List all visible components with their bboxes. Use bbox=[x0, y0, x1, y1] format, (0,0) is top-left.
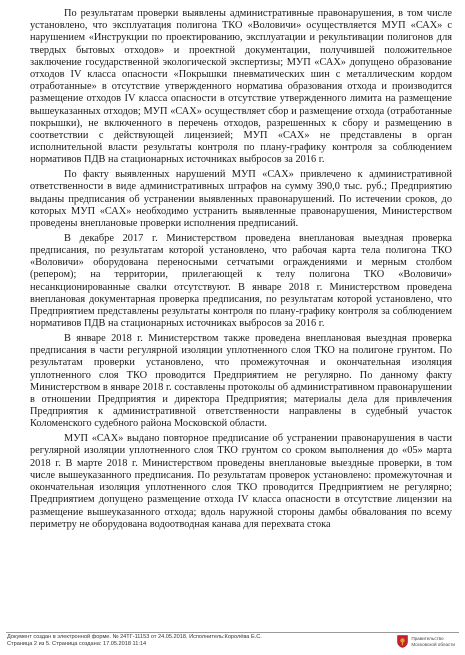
document-footer bbox=[7, 634, 262, 648]
government-logo bbox=[397, 635, 455, 648]
paragraph-repeat-order: МУП «САХ» выдано повторное предписание об устранении правонарушения в части регулярной изоляции уплотненного слоя ТКО грунтом со сроком выполнения до «05» марта 2018 г. В марте 2018 г. Министерством проведены внеплановые выездные проверки, в том числе вышеуказанного предписания. По результатам проверок установлено: промежуточная и окончательная изоляция уплотненного слоя ТКО проводится Предприятием не регулярно; Предприятием допущено размещение отхода IV класса опасности в отсутствие лицензии на размещение вышеуказанного отхода; вдоль наружной стороны дамбы обвалования по всему периметру не оборудована водоотводная канава для перехвата стока bbox=[30, 433, 452, 530]
footer-page-info: Страница 2 из 5. Страница создана: 17.05.2018 11:14 bbox=[7, 641, 147, 648]
logo-caption bbox=[411, 636, 455, 647]
footer-divider bbox=[6, 632, 459, 633]
logo-caption-line2: Московской области bbox=[411, 641, 455, 647]
document-body bbox=[30, 8, 452, 534]
paragraph-january-inspection: В январе 2018 г. Министерством также проведена внеплановая выездная проверка предписания в части регулярной изоляции уплотненного слоя ТКО на полигоне грунтом. По результатам проверки установлено, что промежуточная и окончательная изоляция уплотненного слоя ТКО проводится Предприятием не регулярно. По данному факту Министерством в январе 2018 г. составлены протоколы об административном правонарушении в отношении Предприятия и директора Предприятия; материалы дела для привлечения Предприятия к административной ответственности направлены в судебный участок Коломенского судебного района Московской области. bbox=[30, 333, 452, 430]
logo-caption-line1: Правительство bbox=[411, 636, 444, 642]
coat-of-arms-icon bbox=[397, 635, 408, 648]
paragraph-december-inspection: В декабре 2017 г. Министерством проведена внеплановая выездная проверка предписания, по результатам которой установлено, что рабочая карта тела полигона ТКО «Воловичи» оборудована переносными сетчатыми ограждениями и мерным столбом (репером); на территории, прилегающей к телу полигона ТКО «Воловичи» несанкционированные свалки отсутствуют. В январе 2018 г. Министерством проведена внеплановая документарная проверка предписания, по результатам которой установлено, что Предприятием представлены результаты контроля по плану-графику контроля за соблюдением нормативов ПДВ на стационарных источниках выбросов за 2016 г. bbox=[30, 232, 452, 330]
footer-document-info: Документ создан в электронной форме. № 24ТГ-11153 от 24.05.2018. Исполнитель:Королёва Е.С. bbox=[7, 634, 262, 640]
paragraph-violations: По результатам проверки выявлены административные правонарушения, в том числе установлено, что эксплуатация полигона ТКО «Воловичи» осуществляется МУП «САХ» с нарушением «Инструкции по проектированию, эксплуатации и рекультивации полигонов для твердых бытовых отходов» и проектной документации, получившей положительное заключение государственной экологической экспертизы; МУП «САХ» допущено образование отходов IV класса опасности «Покрышки пневматических шин с металлическим кордом отработанные» в отсутствие утвержденного норматива образования отхода и производится размещение отходов IV класса опасности в отсутствие утвержденного лимита на размещение вышеуказанных отходов; МУП «САХ» осуществляет сбор и размещение отхода (отработанные покрышки), не включенного в перечень отходов, разрешенных к сбору и размещению в соответствии с действующей лицензией; МУП «САХ» не представлены в орган исполнительной власти результаты контроля по плану-графику контроля за соблюдением нормативов ПДВ на стационарных источниках выбросов за 2016 г. bbox=[30, 8, 452, 166]
paragraph-penalties: По факту выявленных нарушений МУП «САХ» привлечено к административной ответственности в виде административных штрафов на сумму 390,0 тыс. руб.; Предприятию выданы предписания об устранении выявленных правонарушений. По истечении сроков, до которых МУП «САХ» необходимо устранить выявленные правонарушения, Министерством проведены внеплановые проверки исполнения предписаний. bbox=[30, 169, 452, 230]
